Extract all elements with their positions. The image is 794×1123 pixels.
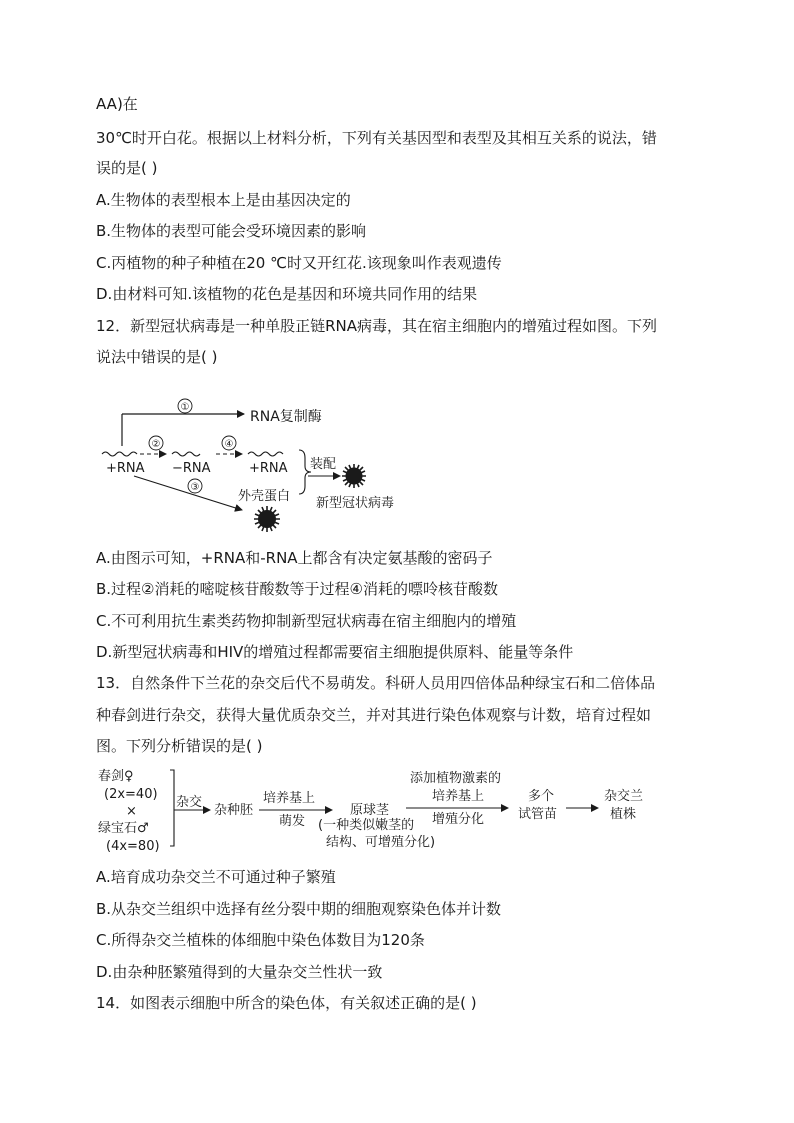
protocorm-note-2: 结构、可增殖分化) <box>326 835 436 850</box>
step-3-label: ③ <box>190 482 200 493</box>
minus-rna-label: −RNA <box>172 461 211 476</box>
q13-text-line-3: 图。下列分析错误的是( ) <box>96 737 263 755</box>
hybridize-label: 杂交 <box>176 795 203 810</box>
cross-bracket <box>170 770 174 846</box>
q11-option-c: C.丙植物的种子种植在20 ℃时又开红花.该现象叫作表观遗传 <box>96 254 502 272</box>
q11-option-b: B.生物体的表型可能会受环境因素的影响 <box>96 222 367 240</box>
protocorm-label: 原球茎 <box>350 803 390 818</box>
hybrid-orchid-label: 杂交兰 <box>604 789 644 804</box>
q12-option-b: B.过程②消耗的嘧啶核苷酸数等于过程④消耗的嘌呤核苷酸数 <box>96 580 498 598</box>
hybrid-embryo-label: 杂种胚 <box>214 803 254 818</box>
q12-option-a: A.由图示可知，+RNA和-RNA上都含有决定氨基酸的密码子 <box>96 549 493 567</box>
add-hormone-label: 添加植物激素的 <box>410 771 502 786</box>
medium-label-1: 培养基上 <box>263 791 316 806</box>
new-virus-particle-icon <box>342 464 366 488</box>
virus-replication-diagram <box>96 390 416 540</box>
q11-text-line-3: 误的是( ) <box>96 159 158 177</box>
q11-text-line-2: 30℃时开白花。根据以上材料分析，下列有关基因型和表型及其相互关系的说法，错 <box>96 129 657 147</box>
minus-rna-strand <box>172 452 200 456</box>
plus-rna-1-strand <box>102 452 137 456</box>
chunjian-chromosome: (2x=40) <box>104 787 158 802</box>
plant-label: 植株 <box>610 807 637 822</box>
q13-option-c: C.所得杂交兰植株的体细胞中染色体数目为120条 <box>96 931 425 949</box>
test-tube-seedling-label: 试管苗 <box>518 807 558 822</box>
q12-option-d: D.新型冠状病毒和HIV的增殖过程都需要宿主细胞提供原料、能量等条件 <box>96 643 574 661</box>
q13-text-line-1: 13．自然条件下兰花的杂交后代不易萌发。科研人员用四倍体品种绿宝石和二倍体品 <box>96 674 656 692</box>
assembly-label: 装配 <box>310 457 337 472</box>
q13-text-line-2: 种春剑进行杂交，获得大量优质杂交兰，并对其进行染色体观察与计数，培育过程如 <box>96 706 652 724</box>
capsid-protein-label: 外壳蛋白 <box>238 489 291 504</box>
q12-text-line-2: 说法中错误的是( ) <box>96 348 218 366</box>
plus-rna-2-strand <box>248 452 283 456</box>
q12-text-line-1: 12．新型冠状病毒是一种单股正链RNA病毒，其在宿主细胞内的增殖过程如图。下列 <box>96 317 657 335</box>
q11-option-a: A.生物体的表型根本上是由基因决定的 <box>96 191 351 209</box>
protocorm-note-1: (一种类似嫩茎的 <box>318 818 415 833</box>
orchid-breeding-flowchart <box>96 764 696 858</box>
germinate-label: 萌发 <box>279 814 306 829</box>
step-4-label: ④ <box>224 439 234 450</box>
chunjian-label: 春剑♀ <box>98 769 134 784</box>
q12-option-c: C.不可利用抗生素类药物抑制新型冠状病毒在宿主细胞内的增殖 <box>96 612 517 630</box>
proliferate-label: 增殖分化 <box>432 812 485 827</box>
capsid-particle-icon <box>254 506 280 532</box>
lvbaoshi-label: 绿宝石♂ <box>98 821 149 836</box>
multiple-label: 多个 <box>528 789 555 804</box>
new-virus-label: 新型冠状病毒 <box>316 496 395 511</box>
cross-sign: × <box>126 804 137 819</box>
rna-replicase-label: RNA复制酶 <box>250 409 322 425</box>
step-1-label: ① <box>180 402 190 413</box>
q11-text-line-1: AA)在 <box>96 95 138 113</box>
plus-rna-1-label: +RNA <box>106 461 145 476</box>
plus-rna-2-label: +RNA <box>249 461 288 476</box>
q13-option-d: D.由杂种胚繁殖得到的大量杂交兰性状一致 <box>96 963 383 981</box>
q13-option-a: A.培育成功杂交兰不可通过种子繁殖 <box>96 868 336 886</box>
path-3-arrow <box>134 476 242 510</box>
medium-label-2: 培养基上 <box>432 789 485 804</box>
step-2-label: ② <box>151 439 161 450</box>
q13-option-b: B.从杂交兰组织中选择有丝分裂中期的细胞观察染色体并计数 <box>96 900 502 918</box>
q14-text-line-1: 14．如图表示细胞中所含的染色体，有关叙述正确的是( ) <box>96 994 477 1012</box>
q11-option-d: D.由材料可知.该植物的花色是基因和环境共同作用的结果 <box>96 285 478 303</box>
lvbaoshi-chromosome: (4x=80) <box>106 839 160 854</box>
